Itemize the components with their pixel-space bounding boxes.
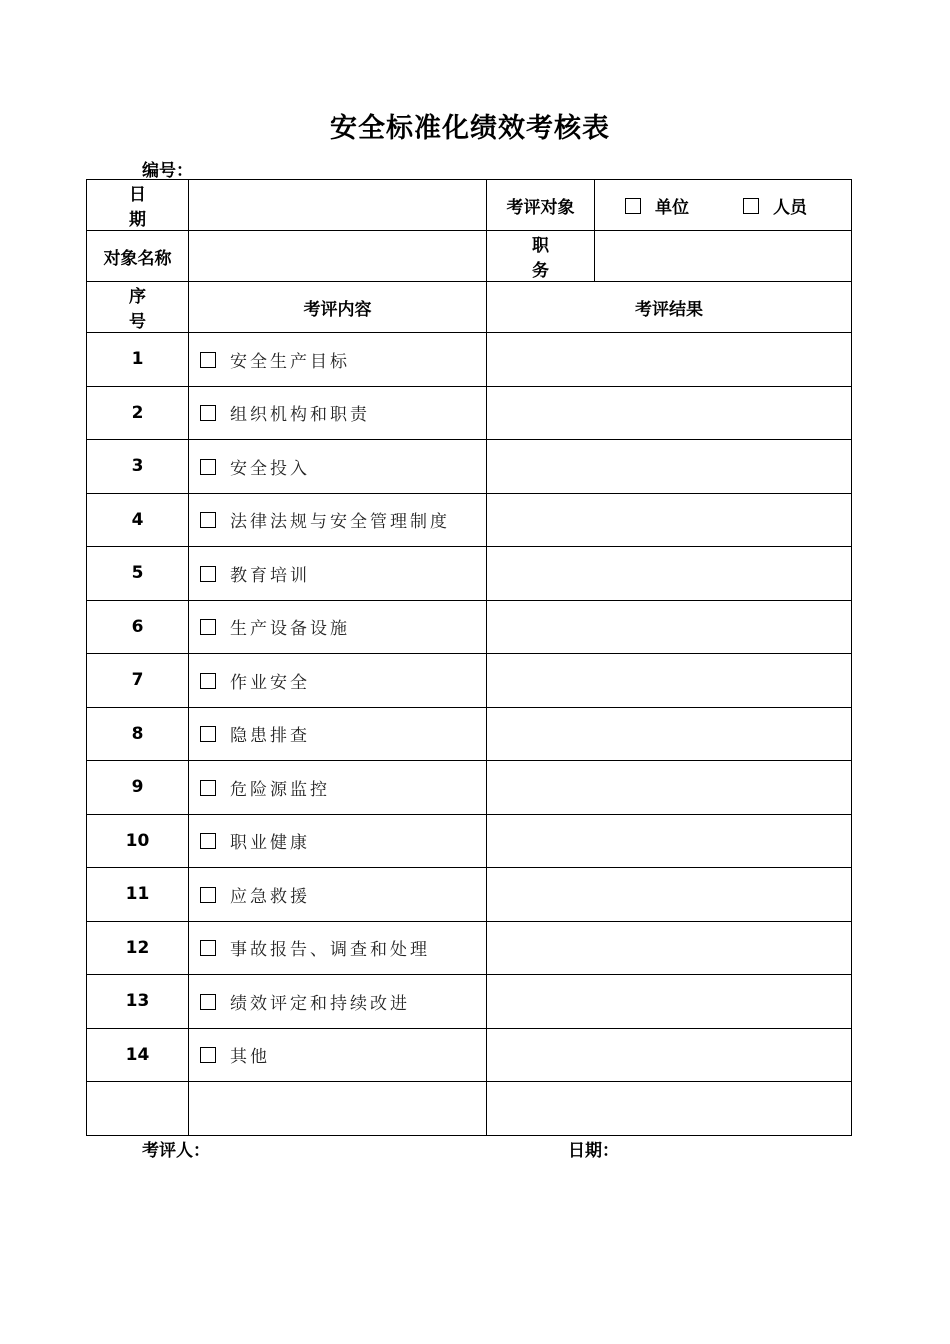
row-number: 10 — [87, 814, 189, 868]
row-result[interactable] — [487, 493, 852, 547]
table-row — [87, 761, 852, 815]
option-person[interactable] — [743, 193, 807, 218]
result-header: 考评结果 — [487, 282, 852, 333]
row-content — [189, 493, 487, 547]
checkbox-icon[interactable] — [200, 673, 216, 689]
table-row — [87, 547, 852, 601]
checkbox-icon[interactable] — [200, 352, 216, 368]
row-number: 7 — [87, 654, 189, 708]
table-row — [87, 440, 852, 494]
row-content-label: 危险源监控 — [230, 779, 330, 800]
row-content-label: 安全生产目标 — [230, 351, 350, 372]
table-row — [87, 333, 852, 387]
row-number: 5 — [87, 547, 189, 601]
row-number: 8 — [87, 707, 189, 761]
row-content-label: 绩效评定和持续改进 — [230, 993, 410, 1014]
row-result[interactable] — [487, 707, 852, 761]
date-row — [87, 180, 852, 231]
row-content-label: 应急救援 — [230, 886, 310, 907]
row-result[interactable] — [487, 654, 852, 708]
option-person-label: 人员 — [773, 197, 807, 218]
option-unit-label: 单位 — [655, 197, 689, 218]
row-number: 2 — [87, 386, 189, 440]
column-header-row — [87, 282, 852, 333]
row-content — [189, 440, 487, 494]
row-result[interactable] — [487, 975, 852, 1029]
row-content — [189, 707, 487, 761]
row-content — [189, 761, 487, 815]
blank-content-cell[interactable] — [189, 1082, 487, 1136]
checkbox-icon[interactable] — [743, 198, 759, 214]
rater-label: 考评人： — [142, 1141, 210, 1161]
row-content-label: 生产设备设施 — [230, 619, 350, 640]
row-result[interactable] — [487, 761, 852, 815]
row-content-label: 作业安全 — [230, 672, 310, 693]
checkbox-icon[interactable] — [200, 994, 216, 1010]
table-row — [87, 868, 852, 922]
table-row — [87, 600, 852, 654]
table-row — [87, 386, 852, 440]
row-content — [189, 600, 487, 654]
blank-result-cell[interactable] — [487, 1082, 852, 1136]
option-unit[interactable] — [625, 193, 689, 218]
table-row — [87, 707, 852, 761]
row-content-label: 教育培训 — [230, 565, 310, 586]
row-content — [189, 975, 487, 1029]
row-content-label: 隐患排查 — [230, 726, 310, 747]
row-number: 13 — [87, 975, 189, 1029]
checkbox-icon[interactable] — [200, 726, 216, 742]
checkbox-icon[interactable] — [200, 1047, 216, 1063]
row-result[interactable] — [487, 921, 852, 975]
row-number: 12 — [87, 921, 189, 975]
row-content-label: 职业健康 — [230, 833, 310, 854]
row-number: 14 — [87, 1028, 189, 1082]
checkbox-icon[interactable] — [200, 459, 216, 475]
row-content — [189, 654, 487, 708]
row-number: 6 — [87, 600, 189, 654]
table-row — [87, 1028, 852, 1082]
object-name-field[interactable] — [189, 231, 487, 282]
row-content — [189, 921, 487, 975]
checkbox-icon[interactable] — [200, 566, 216, 582]
row-result[interactable] — [487, 386, 852, 440]
date-field[interactable] — [189, 180, 487, 231]
object-name-label: 对象名称 — [87, 231, 189, 282]
row-number: 11 — [87, 868, 189, 922]
checkbox-icon[interactable] — [200, 887, 216, 903]
row-result[interactable] — [487, 547, 852, 601]
row-content-label: 事故报告、调查和处理 — [230, 940, 430, 961]
seq-header: 序 号 — [87, 282, 189, 333]
row-content-label: 组织机构和职责 — [230, 405, 370, 426]
serial-number-label: 编号： — [142, 161, 193, 181]
checkbox-icon[interactable] — [200, 405, 216, 421]
row-content — [189, 814, 487, 868]
blank-seq-cell — [87, 1082, 189, 1136]
table-row — [87, 814, 852, 868]
document-title: 安全标准化绩效考核表 — [330, 113, 610, 144]
row-content-label: 安全投入 — [230, 458, 310, 479]
row-result[interactable] — [487, 600, 852, 654]
object-name-row — [87, 231, 852, 282]
checkbox-icon[interactable] — [200, 512, 216, 528]
row-content — [189, 333, 487, 387]
assessment-table — [86, 179, 852, 1136]
footer-date-label: 日期： — [568, 1141, 619, 1161]
checkbox-icon[interactable] — [200, 780, 216, 796]
blank-row — [87, 1082, 852, 1136]
row-number: 3 — [87, 440, 189, 494]
row-number: 1 — [87, 333, 189, 387]
row-result[interactable] — [487, 814, 852, 868]
row-result[interactable] — [487, 440, 852, 494]
table-row — [87, 975, 852, 1029]
row-content — [189, 386, 487, 440]
checkbox-icon[interactable] — [200, 833, 216, 849]
row-content-label: 法律法规与安全管理制度 — [230, 512, 450, 533]
position-field[interactable] — [595, 231, 852, 282]
row-number: 9 — [87, 761, 189, 815]
row-result[interactable] — [487, 868, 852, 922]
date-label: 日 期 — [87, 180, 189, 231]
row-result[interactable] — [487, 333, 852, 387]
row-content — [189, 1028, 487, 1082]
row-content — [189, 868, 487, 922]
item-rows — [87, 333, 852, 1082]
checkbox-icon[interactable] — [200, 619, 216, 635]
checkbox-icon[interactable] — [625, 198, 641, 214]
row-result[interactable] — [487, 1028, 852, 1082]
table-row — [87, 921, 852, 975]
table-row — [87, 493, 852, 547]
eval-object-label: 考评对象 — [487, 180, 595, 231]
row-content-label: 其他 — [230, 1047, 270, 1068]
position-label: 职 务 — [487, 231, 595, 282]
content-header: 考评内容 — [189, 282, 487, 333]
checkbox-icon[interactable] — [200, 940, 216, 956]
row-number: 4 — [87, 493, 189, 547]
table-row — [87, 654, 852, 708]
eval-object-options — [595, 180, 852, 231]
row-content — [189, 547, 487, 601]
